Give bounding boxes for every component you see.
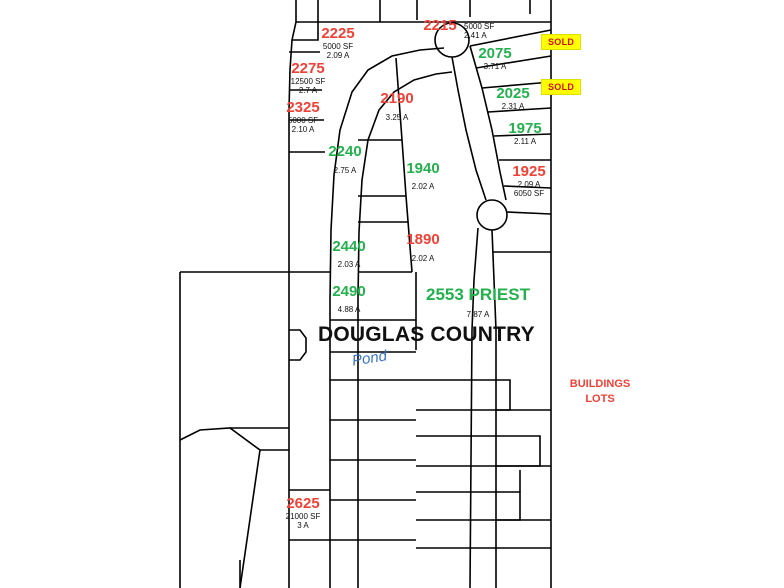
lot-id: 2440 [332,238,366,255]
lot-id: 2240 [328,143,362,160]
lot-acres: 2.09 A [517,180,541,190]
lot-id: 2553 PRIEST [426,285,530,304]
lot-2225[interactable] [308,25,368,61]
lot-size: 5000 SF [287,116,319,126]
lot-id: 2025 [496,85,530,102]
lot-2490[interactable] [318,283,380,314]
lot-2190[interactable] [366,90,428,122]
lot-1890[interactable] [392,231,454,263]
lot-acres: 7.87 A [466,309,490,319]
status-badge-sold-2075: SOLD [541,34,581,50]
lot-acres: 2.7 A [298,86,318,96]
lot-size: 21000 SF [285,512,321,522]
lot-acres: 4.88 A [337,305,361,315]
lot-acres: 3.25 A [385,113,409,123]
legend-line-1: BUILDINGS [569,378,631,390]
lot-2075[interactable] [466,45,524,71]
lot-id: 2325 [286,99,320,116]
lot-acres: 2.03 A [337,260,361,270]
lot-2440[interactable] [318,238,380,269]
lot-1975[interactable] [496,120,554,146]
lot-id: 1925 [512,163,546,180]
lot-1940[interactable] [392,160,454,191]
lot-acres: 2.31 A [501,102,525,112]
lot-id: 2225 [321,25,355,42]
lot-2553-priest[interactable] [408,285,548,319]
lot-2215-details [464,22,518,40]
lot-acres: 2.11 A [513,137,537,147]
lot-1925[interactable] [500,163,558,199]
lot-id: 2190 [380,90,414,107]
lot-id: 1890 [406,231,440,248]
lot-acres: 2.41 A [464,31,487,41]
lot-id: 2275 [291,60,325,77]
legend-line-2: LOTS [585,392,615,405]
lot-size: 5000 SF [322,42,354,52]
lot-acres: 2.09 A [326,51,350,61]
pond-label: Pond [350,347,389,370]
lot-id: 2490 [332,283,366,300]
lot-id: 2625 [286,495,320,512]
status-badge-sold-2025: SOLD [541,79,581,95]
page-title: DOUGLAS COUNTRY [318,323,535,346]
lot-acres: 2.10 A [291,125,315,135]
lot-acres: 2.02 A [411,182,435,192]
lot-2215[interactable] [412,17,468,34]
lot-acres: 2.02 A [411,254,435,264]
lot-acres: 2.75 A [333,166,357,176]
lot-id: 2215 [423,17,457,34]
lot-2240[interactable] [314,143,376,175]
lot-size: 6050 SF [513,189,545,199]
lot-acres: 3.71 A [483,62,507,72]
lot-id: 1940 [406,160,440,177]
legend-buildings-lots [560,377,640,407]
lot-id: 1975 [508,120,542,137]
lot-2025[interactable] [484,85,542,111]
lot-size: 12500 SF [290,77,326,87]
lot-acres: 3 A [297,521,309,531]
lot-size: 5000 SF [464,22,495,31]
lot-2325[interactable] [274,99,332,135]
lot-2275[interactable] [278,60,338,96]
lot-id: 2075 [478,45,512,62]
lot-2625[interactable] [272,495,334,531]
